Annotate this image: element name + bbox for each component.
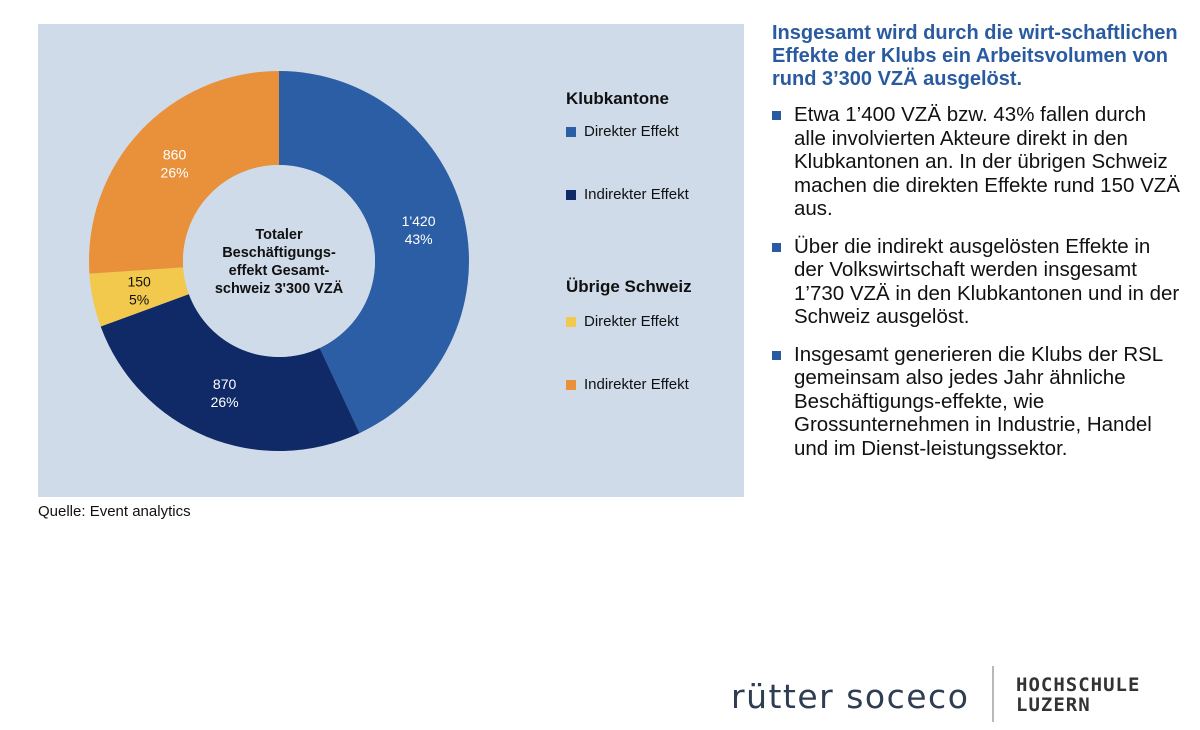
center-label-line-1: Beschäftigungs- [222, 245, 336, 261]
footer-logos [726, 660, 1186, 726]
slice-value-label-0: 1'420 [401, 212, 436, 229]
slice-value-label-3: 860 [162, 146, 187, 163]
legend-swatch-uebrige-direkt [566, 317, 576, 327]
chart-panel [38, 24, 744, 497]
donut-hole [183, 165, 375, 357]
bullet-item [772, 343, 1182, 461]
center-label-line-0: Totaler [255, 227, 303, 243]
legend-item-klubkantone-direkt [566, 123, 679, 140]
source-note: Quelle: Event analytics [38, 503, 191, 520]
legend-swatch-klubkantone-indirekt [566, 190, 576, 200]
logo-divider [992, 666, 994, 722]
logo-hslu-line2: LUZERN [1016, 694, 1091, 716]
legend-label: Indirekter Effekt [584, 186, 689, 203]
logo-hslu-line1: HOCHSCHULE [1016, 674, 1141, 696]
legend-item-uebrige-indirekt [566, 376, 689, 393]
bullet-text: Über die indirekt ausgelösten Effekte in der Volkswirtschaft werden insgesamt 1’730 VZÄ in den Klubkantonen und in der Schweiz ausgelöst. [794, 234, 1180, 328]
legend-swatch-klubkantone-direkt [566, 127, 576, 137]
slice-value-label-1: 870 [212, 376, 237, 393]
logo-hochschule-luzern [1016, 675, 1140, 715]
bullet-item [772, 103, 1182, 221]
bullet-square-icon [772, 111, 781, 120]
center-label-line-2: effekt Gesamt- [228, 263, 330, 279]
legend-label: Indirekter Effekt [584, 376, 689, 393]
text-column [772, 22, 1182, 474]
slice-value-label-2: 150 [127, 273, 151, 290]
legend-label: Direkter Effekt [584, 123, 679, 140]
legend-swatch-uebrige-indirekt [566, 380, 576, 390]
legend-group-title-uebrige-schweiz: Übrige Schweiz [566, 277, 692, 296]
legend-item-uebrige-direkt [566, 313, 679, 330]
bullet-square-icon [772, 243, 781, 252]
legend-item-klubkantone-indirekt [566, 186, 689, 203]
slice-percent-label-1: 26% [210, 394, 239, 411]
donut-chart [38, 24, 518, 497]
bullet-square-icon [772, 351, 781, 360]
legend-group-title-klubkantone: Klubkantone [566, 89, 669, 108]
slice-percent-label-0: 43% [404, 230, 433, 247]
bullet-list [772, 103, 1182, 460]
slice-percent-label-2: 5% [129, 291, 150, 308]
headline: Insgesamt wird durch die wirt-schaftlichen Effekte der Klubs ein Arbeitsvolumen von rund 3’300 VZÄ ausgelöst. [772, 22, 1178, 90]
bullet-text: Etwa 1’400 VZÄ bzw. 43% fallen durch alle involvierten Akteure direkt in den Klubkantonen an. In der übrigen Schweiz machen die direkten Effekte rund 150 VZÄ aus. [794, 103, 1180, 220]
logo-rutter-soceco: rütter soceco [731, 677, 970, 716]
bullet-item [772, 235, 1182, 329]
center-label-line-3: schweiz 3'300 VZÄ [214, 281, 344, 297]
slice-percent-label-3: 26% [160, 164, 189, 181]
legend-label: Direkter Effekt [584, 313, 679, 330]
bullet-text: Insgesamt generieren die Klubs der RSL gemeinsam also jedes Jahr ähnliche Beschäftigungs-effekte, wie Grossunternehmen in Industrie, Handel und im Dienst-leistungssektor. [794, 342, 1163, 460]
